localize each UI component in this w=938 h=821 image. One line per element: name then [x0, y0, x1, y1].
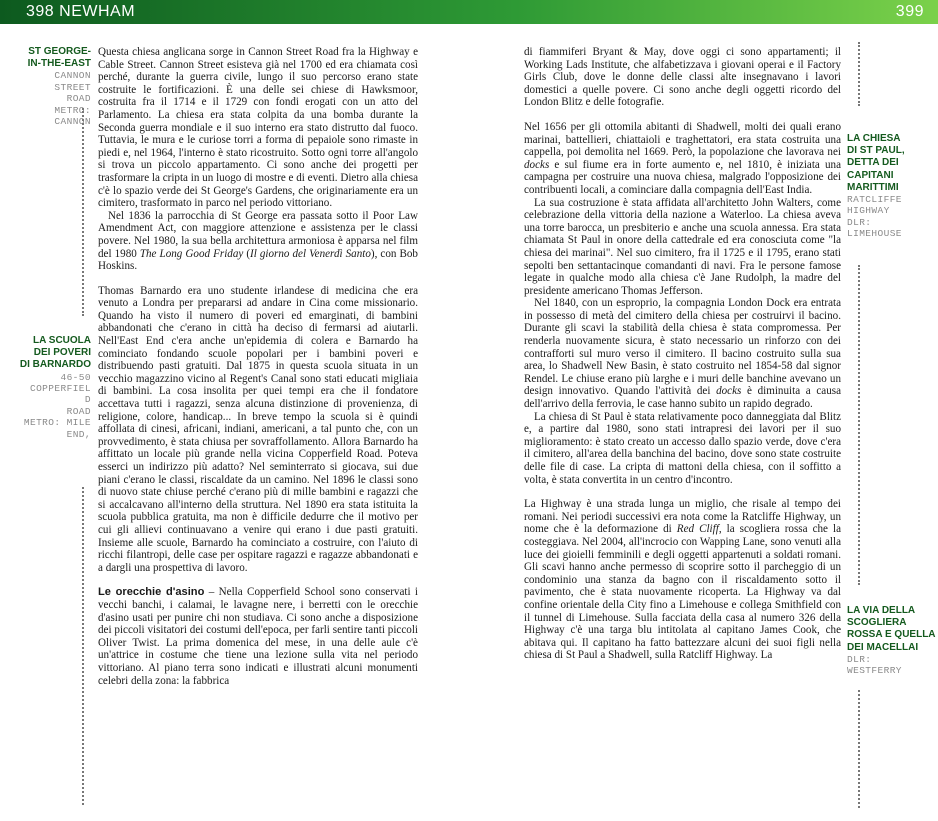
sidebar-meta: 46-50 COPPERFIEL D ROAD METRO: MILE END,	[23, 371, 91, 440]
sidebar-barnardo	[2, 335, 91, 440]
right-text-column	[524, 46, 841, 662]
paragraph: di fiammiferi Bryant & May, dove oggi ci sono appartamenti; il Working Lads Institute, che alfabetizzava i giovani operai e il Factory Girls Club, dove le donne delle classi alte insegnavano i lavori domestici a quelle povere. Ci sono anche degli oggetti ricordo del London Blitz e delle fotografie.	[524, 46, 841, 109]
paragraph: Nel 1656 per gli ottomila abitanti di Shadwell, molti dei quali erano marinai, battellieri, chiattaioli e traghettatori, era stata costruita una cappella, poi demolita nel 1669. Però, la popolazione che lavorava nei docks e sul fiume era in forte aumento e, nel 1810, è iniziata una campagna per costruire una nuova chiesa, malgrado l'opposizione dei contribuenti locali, a cominciare dalla compagnia dell'East India.	[524, 120, 841, 196]
page-header	[0, 0, 938, 24]
paragraph: Thomas Barnardo era uno studente irlandese di medicina che era venuto a Londra per prepararsi ad andare in Cina come missionario. Quando ha visto il numero di poveri ed emarginati, di bambini abbandonati che c'erano in città ha deciso di fermarsi ad aiutarli. Nell'East End c'era anche un'epidemia di colera e Barnardo ha cominciato fondando scuole popolari per i bambini poveri e distribuendo pasti gratuiti. Dal 1875 in questa scuola situata in un vecchio magazzino vicino al Regent's Canal sono stati educati migliaia di bambini. La cosa insolita per quei tempi era che il fondatore accettava tutti i ragazzi, senza alcuna distinzione di provenienza, di religione, colore, handicap... In breve tempo la scuola si è quindi affollata di cinesi, africani, indiani, americani, a tal punto che, con un provvedimento, è stata chiusa per sovraffollamento. Allora Barnardo ha affittato un locale più grande nella vicina Copperfield Road. Poteva esserci un indirizzo più adatto? Nel seminterrato si giocava, sui due piani c'erano le classi, riscaldate da un camino. Nel 1896 le classi sono di nuovo state chiuse perché c'erano più di mille bambini e ragazzi che si accalcavano all'interno della struttura. Nel 1890 era stata istituita la scuola pubblica gratuita, ma non è difficile dedurre che il motivo per cui gli allievi continuavano a venire qui erano i due pasti gratuiti. Insieme alle scuole, Barnardo ha cominciato a costruire, con l'aiuto di ricchi filantropi, delle case per ospitare ragazzi e ragazze abbandonati e a dargli una prospettiva di lavoro.	[98, 284, 418, 574]
margin-rule	[82, 108, 84, 316]
sidebar-title: LA VIA DELLA SCOGLIERA ROSSA E QUELLA DEI MACELLAI	[847, 605, 936, 653]
film-title-italian: Il giorno del Venerdì Santo	[250, 247, 371, 260]
sidebar-st-george	[2, 46, 91, 127]
sidebar-title: LA CHIESA DI ST PAUL, DETTA DEI CAPITANI MARITTIMI	[847, 133, 905, 193]
margin-rule	[82, 487, 84, 805]
paragraph: La sua costruzione è stata affidata all'architetto John Walters, come celebrazione della vittoria della nazione a Waterloo. La chiesa aveva una torre barocca, un presbiterio e anche una scuola annessa. Era stata chiamata St Paul in onore della cattedrale ed era conosciuta come "la chiesa dei marinai". Nel suo cimitero, fra il 1725 e il 1795, erano stati sepolti ben settantacinque comandanti di navi. Fra le persone famose legate in qualche modo alla chiesa c'è Jane Rudolph, la madre del presidente americano Thomas Jefferson.	[524, 196, 841, 297]
sidebar-title: LA SCUOLA DEI POVERI DI BARNARDO	[19, 335, 91, 371]
margin-rule	[858, 265, 860, 585]
sidebar-title: ST GEORGE- IN-THE-EAST	[27, 46, 91, 70]
paragraph: Nel 1840, con un esproprio, la compagnia London Dock era entrata in possesso di metà del cimitero della chiesa per costruirvi il bacino. Durante gli scavi la stabilità della chiesa è stata compromessa. Per renderla nuovamente sicura, è stato necessario un rinforzo con dei contrafforti sul muro verso il cimitero. Il bacino costruito sulla sua area, lo Shadwell New Basin, è stato costruito nel 1854-58 dal signor Rendel. Le chiuse erano più larghe e i muri delle banchine avevano un design innovativo. Quando l'attività dei docks è diminuita a causa dell'arrivo della ferrovia, le case hanno subito un rapido degrado.	[524, 297, 841, 411]
margin-rule	[858, 42, 860, 106]
sidebar-meta: RATCLIFFE HIGHWAY DLR: LIMEHOUSE	[847, 194, 902, 240]
sidebar-meta: CANNON STREET ROAD METRO: CANNON	[54, 70, 91, 128]
paragraph: La chiesa di St Paul è stata relativamente poco danneggiata dal Blitz e, a partire dal 1980, sono stati intrapresi dei lavori per il suo miglioramento: è stato creato un accesso dallo spazio verde, dove c'era il cimitero, all'area della banchina del bacino, dove sono state costruite delle file di case. La cripta di mattoni della chiesa, con il soffitto a volta, è stata convertita in un centro d'incontro.	[524, 410, 841, 486]
paragraph: Le orecchie d'asino – Nella Copperfield School sono conservati i vecchi banchi, i calamai, le lavagne nere, i berretti con le orecchie d'asino usati per punire chi non studiava. Ci sono anche a disposizione dei piccoli visitatori dei costumi dell'epoca, per farli sentire tanti piccoli Oliver Twist. La prima domenica del mese, in una delle aule c'è un'attrice in costume che tiene una lezione sulla vita nel periodo vittoriano. Al piano terra sono indicati e illustrati alcuni monumenti celebri della zona: la fabbrica	[98, 586, 418, 687]
italic-term: Red Cliff	[676, 523, 719, 536]
sidebar-st-paul	[847, 133, 937, 240]
section-heading: Le orecchie d'asino	[98, 586, 205, 599]
film-title: The Long Good Friday	[139, 247, 244, 260]
left-text-column	[98, 46, 418, 687]
margin-rule	[858, 690, 860, 808]
paragraph: Nel 1836 la parrocchia di St George era passata sotto il Poor Law Amendment Act, con maggiore attenzione e assistenza per le classi povere. Nel 1980, la sua bella architettura armoniosa è apparsa nel film del 1980 The Long Good Friday (Il giorno del Venerdì Santo), con Bob Hoskins.	[98, 209, 418, 273]
sidebar-highway	[847, 605, 937, 677]
italic-term: docks	[524, 158, 550, 171]
left-page-number-section: 398 NEWHAM	[26, 3, 136, 20]
italic-term: docks	[716, 385, 742, 398]
right-page-number: 399	[895, 3, 924, 20]
paragraph: Questa chiesa anglicana sorge in Cannon Street Road fra la Highway e Cable Street. Cannon Street esisteva già nel 1700 ed era chiamata così perché, durante la guerra civile, lungo il suo percorso erano state costruite le fortificazioni. È una delle sei chiese di Hawksmoor, costruita fra il 1714 e il 1729 con fondi erogati con un atto del Parlamento. La chiesa era stata colpita da una bomba durante la Seconda guerra mondiale e il suo interno era stato distrutto dal fuoco. Tuttavia, le mura e le curiose torri a forma di pepaiole sono rimaste in piedi e, nel 1964, l'interno è stato ricostruito. Sotto ogni torre all'angolo si trova un piccolo appartamento. Ci sono anche dei progetti per trasformare la cripta in un luogo di mostre e di eventi. Dietro alla chiesa c'è lo spazio verde dei St George's Gardens, che originariamente era un cimitero, trasformato in parco nel periodo vittoriano.	[98, 46, 418, 210]
paragraph: La Highway è una strada lunga un miglio, che risale al tempo dei romani. Nei periodi successivi era nota come la Ratcliffe Highway, un nome che è la deformazione di Red Cliff, la scogliera rossa che la costeggiava. Nel 2004, all'incrocio con Wapping Lane, sono venuti alla luce dei gioielli femminili e degli oggetti appartenuti a soldati romani. Gli scavi hanno anche permesso di scoprire sotto il parcheggio di un condominio una stanza da bagno con il riscaldamento sotto il pavimento, che è stata nuovamente ricoperta. La Highway va dal confine orientale della City fino a Limehouse e collega Smithfield con il tunnel di Limehouse. Sulla facciata della casa al numero 326 della Highway c'è una targa blu intitolata al capitano James Cook, che abitava qui. Il capitano ha fatto battezzare alcuni dei suoi figli nella chiesa di St Paul a Shadwell, sulla Ratcliff Highway. La	[524, 498, 842, 662]
sidebar-meta: DLR: WESTFERRY	[847, 653, 902, 677]
